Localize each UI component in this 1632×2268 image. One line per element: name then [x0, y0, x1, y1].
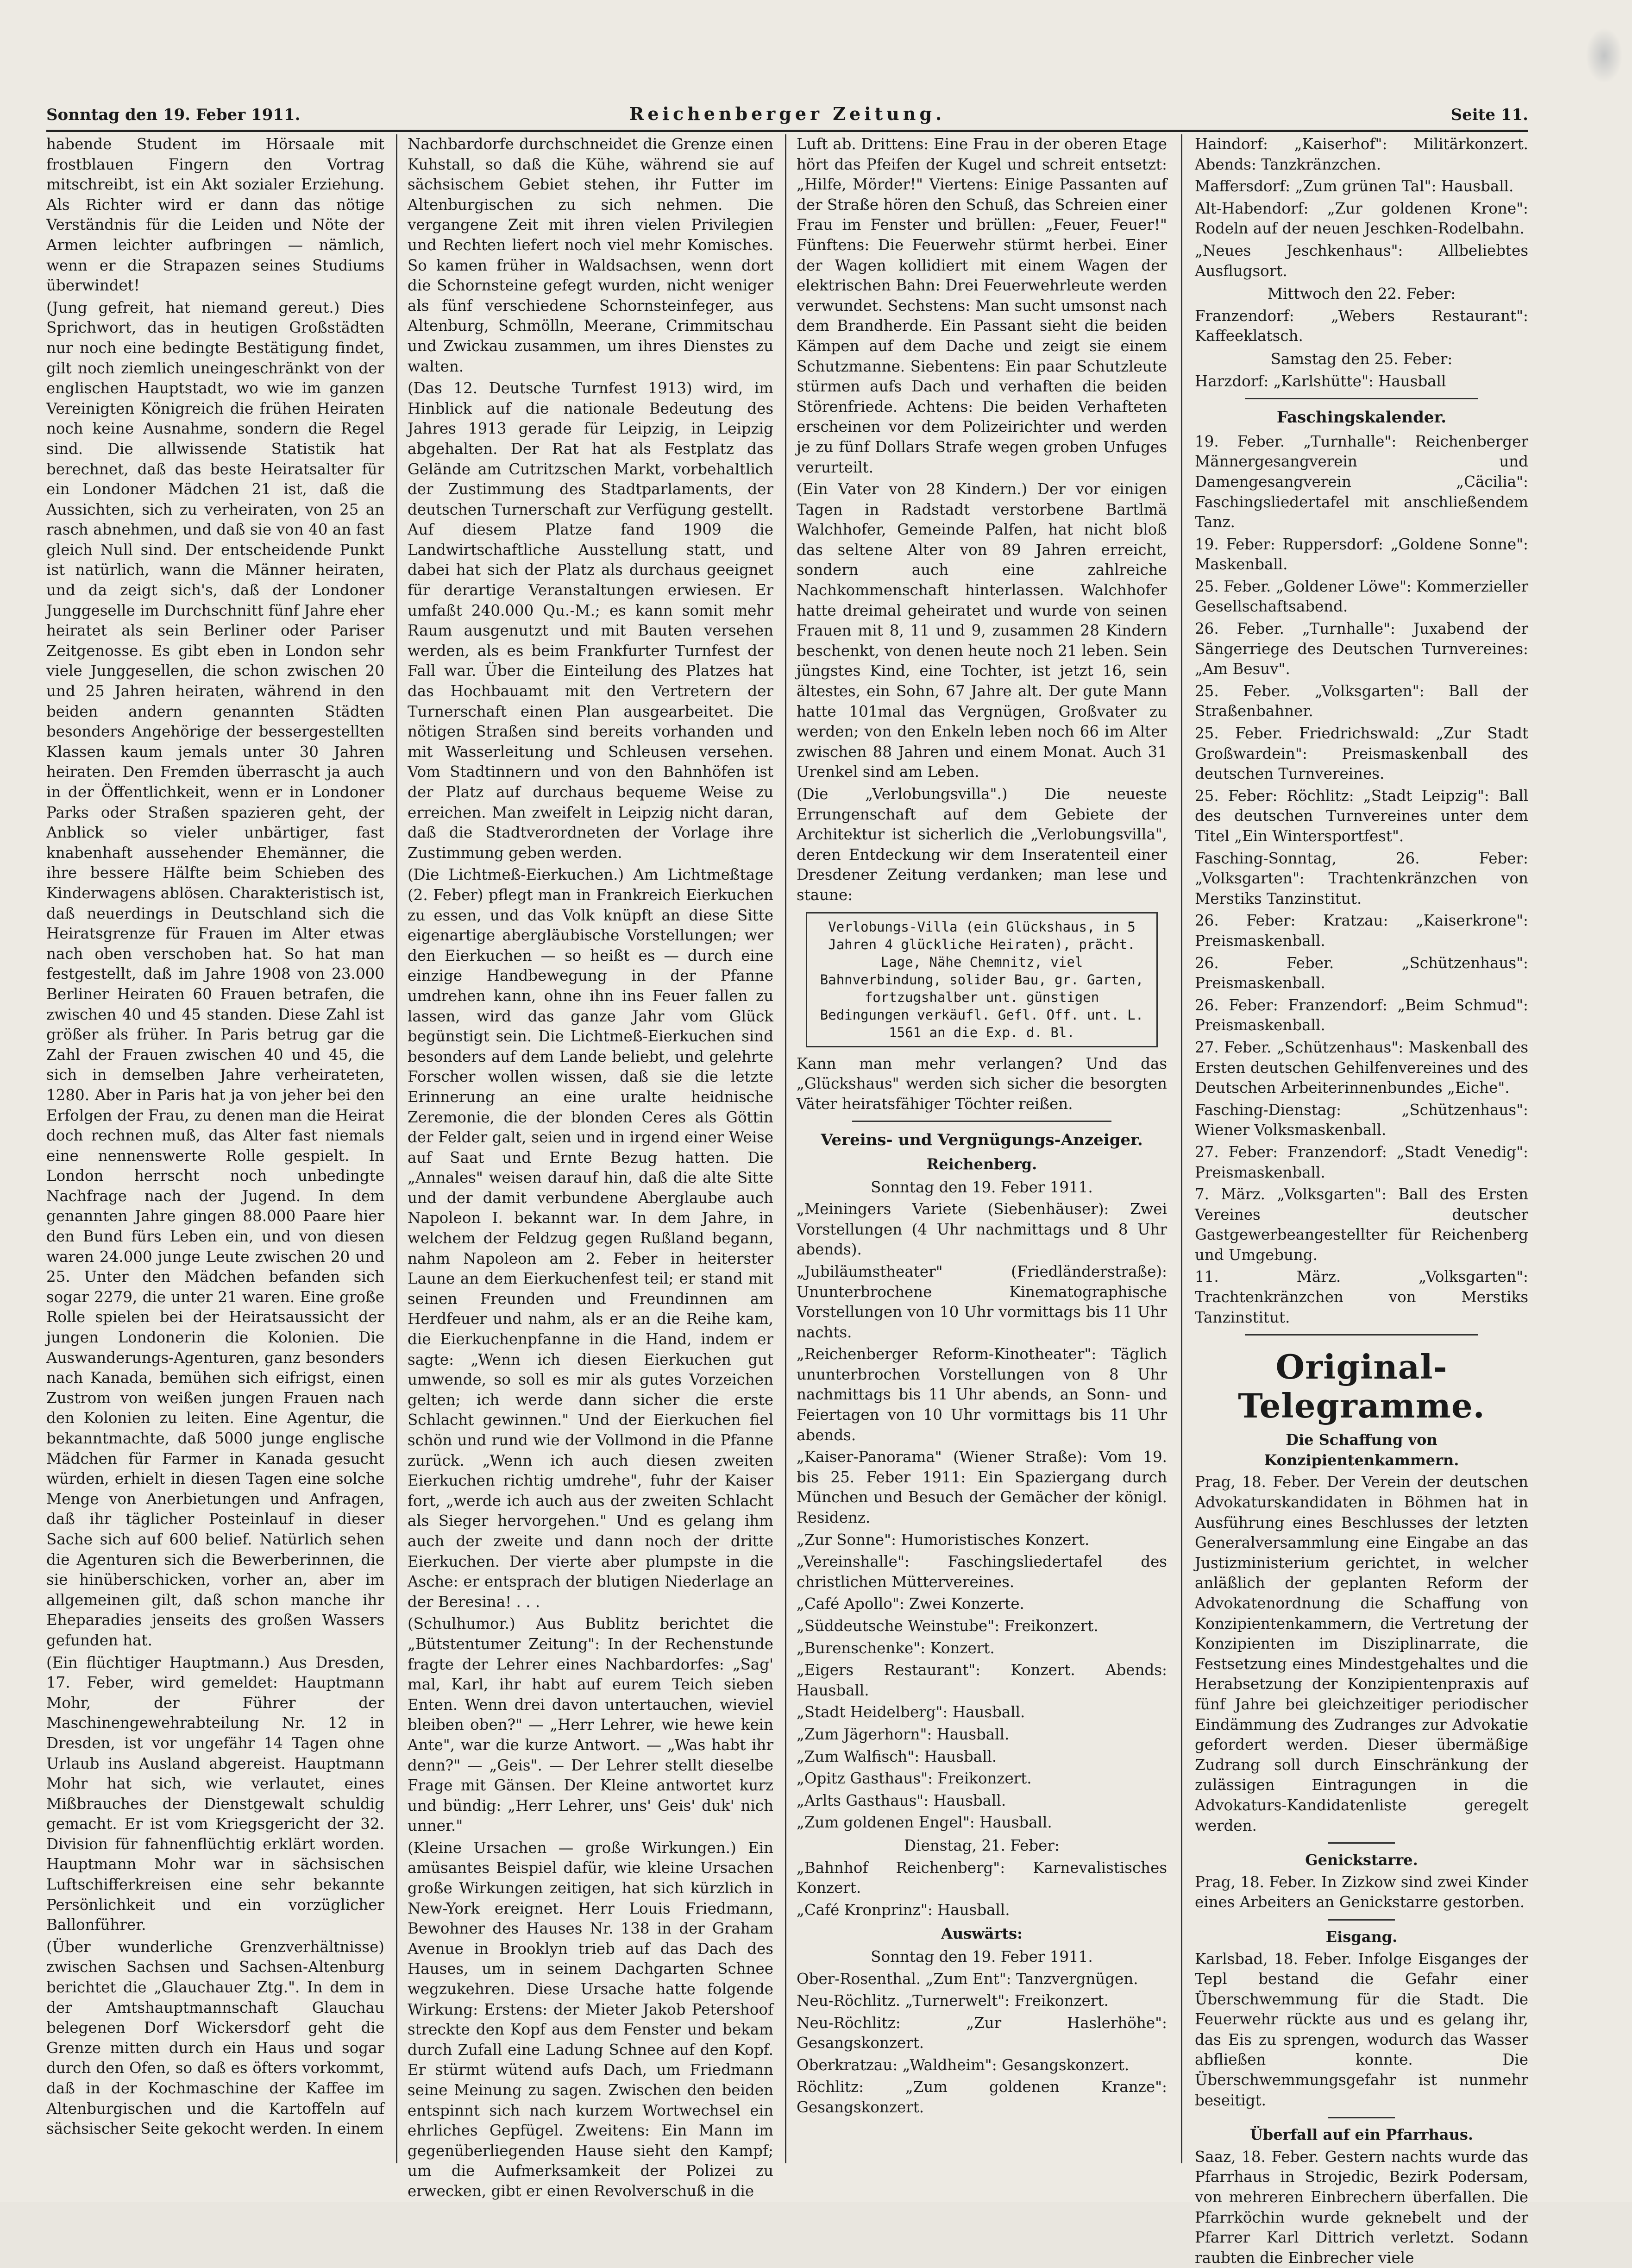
classified-ad-box: Verlobungs-Villa (ein Glückshaus, in 5 Jahren 4 glückliche Heiraten), prächt. Lage, Nähe Chemnitz, viel Bahnverbindung, solider Bau, gr. Garten, fortzugshalber unt. günstigen Bedingungen verkäufl. Gefl. Off. unt. L. 1561 an die Exp. d. Bl.	[806, 912, 1158, 1047]
calendar-item: Fasching-Dienstag: „Schützenhaus": Wiener Volksmaskenball.	[1195, 1101, 1528, 1139]
subheading: Genickstarre.	[1305, 1851, 1418, 1869]
listing-item: Harzdorf: „Karlshütte": Hausball	[1195, 372, 1446, 390]
calendar-item: 7. März. „Volksgarten": Ball des Ersten Vereines deutscher Gastgewerbeangestellter für Reichenberg und Umgebung.	[1195, 1185, 1528, 1264]
calendar-item: 26. Feber. „Turnhalle": Juxabend der Sängerriege des Deutschen Turnvereines: „Am Besuv".	[1195, 620, 1528, 678]
section-divider	[1245, 1334, 1478, 1336]
listing-item: „Café Kronprinz": Hausball.	[797, 1901, 1010, 1919]
section-divider	[1328, 1919, 1395, 1921]
calendar-item: 11. März. „Volksgarten": Trachtenkränzchen von Merstiks Tanzinstitut.	[1195, 1268, 1528, 1326]
page-header	[46, 93, 1528, 132]
listing-item: Röchlitz: „Zum goldenen Kranze": Gesangskonzert.	[797, 2078, 1167, 2117]
subheading: Die Schaffung von Konzipientenkammern.	[1264, 1431, 1459, 1469]
header-page-number: Seite 11.	[1450, 106, 1528, 124]
article-paragraph: Prag, 18. Feber. In Zizkow sind zwei Kinder eines Arbeiters an Genickstarre gestorben.	[1195, 1873, 1528, 1911]
article-paragraph: habende Student im Hörsaale mit frostblauen Fingern den Vortrag mitschreibt, ist ein Akt sozialer Erziehung. Als Richter wird er dann das nötige Verständnis für die Leiden und Nöte der Armen leichter aufbringen — nämlich, wenn er die Strapazen seines Studiums überwindet!	[46, 135, 384, 295]
listing-item: „Stadt Heidelberg": Hausball.	[797, 1703, 1025, 1721]
listing-item: „Süddeutsche Weinstube": Freikonzert.	[797, 1617, 1098, 1635]
listing-item: Oberkratzau: „Waldheim": Gesangskonzert.	[797, 2056, 1130, 2074]
listing-item: „Arlts Gasthaus": Hausball.	[797, 1791, 1006, 1809]
calendar-item: 19. Feber. „Turnhalle": Reichenberger Männergesangverein und Damengesangverein „Cäcilia": Faschingsliedertafel mit anschließendem Tanz.	[1195, 432, 1528, 531]
subheading: Reichenberg.	[926, 1155, 1037, 1173]
listing-item: „Reichenberger Reform-Kinotheater": Täglich ununterbrochen Vorstellungen von 8 Uhr nachmittags bis 11 Uhr abends, an Sonn- und Feiertagen von 10 Uhr vormittags bis 11 Uhr abends.	[797, 1345, 1167, 1444]
listing-date: Dienstag, 21. Feber:	[904, 1836, 1060, 1854]
section-divider	[1328, 1842, 1395, 1844]
calendar-item: 25. Feber. „Goldener Löwe": Kommerzieller Gesellschaftsabend.	[1195, 577, 1528, 616]
article-paragraph: Saaz, 18. Feber. Gestern nachts wurde das Pfarrhaus in Strojedic, Bezirk Podersam, von mehreren Einbrechern überfallen. Die Pfarrköchin wurde geknebelt und der Pfarrer Karl Dittrich verletzt. Sodann raubten die Einbrecher viele	[1195, 2148, 1528, 2267]
listing-item: „Kaiser-Panorama" (Wiener Straße): Vom 19. bis 25. Feber 1911: Ein Spaziergang durch München und Besuch der Gemächer der königl. Residenz.	[797, 1448, 1167, 1527]
listing-item: „Neues Jeschkenhaus": Allbeliebtes Ausflugsort.	[1195, 241, 1528, 280]
listing-item: Neu-Röchlitz. „Turnerwelt": Freikonzert.	[797, 1992, 1109, 2010]
listing-item: Ober-Rosenthal. „Zum Ent": Tanzvergnügen.	[797, 1970, 1138, 1988]
article-paragraph: (Ein Vater von 28 Kindern.) Der vor einigen Tagen in Radstadt verstorbene Bartlmä Walchhofer, Gemeinde Palfen, hat nicht bloß das seltene Alter von 89 Jahren erreicht, sondern auch eine zahlreiche Nachkommenschaft hinterlassen. Walchhofer hatte dreimal geheiratet und wurde von seinen Frauen mit 8, 11 und 9, zusammen 28 Kindern beschenkt, von denen heute noch 21 leben. Sein jüngstes Kind, eine Tochter, ist jetzt 16, sein ältestes, ein Sohn, 67 Jahre alt. Der gute Mann hatte 101mal das Vergnügen, Großvater zu werden; von den Enkeln leben noch 66 im Alter zwischen 88 Jahren und einem Monat. Auch 31 Urenkel sind am Leben.	[797, 480, 1167, 781]
subheading: Auswärts:	[941, 1925, 1023, 1943]
calendar-item: 27. Feber. „Schützenhaus": Maskenball des Ersten deutschen Gehilfenvereines und des Deutschen Arbeiterinnenbundes „Eiche".	[1195, 1038, 1528, 1097]
article-paragraph: (Jung gefreit, hat niemand gereut.) Dies Sprichwort, das in heutigen Großstädten nur noch eine bedingte Bestätigung findet, gilt noch ziemlich uneingeschränkt von der englischen Hauptstadt, wo wie im ganzen Vereinigten Königreich die frühen Heiraten noch keine Ausnahme, sondern die Regel sind. Die allwissende Statistik hat berechnet, daß das beste Heiratsalter für ein Londoner Mädchen 21 ist, daß die Aussichten, sich zu verheiraten, von 25 an rasch abnehmen, und daß sie von 40 an fast gleich Null sind. Der entscheidende Punkt ist natürlich, wann die Männer heiraten, und da zeigt sich's, daß der Londoner Junggeselle im Durchschnitt fünf Jahre eher heiratet als sein Berliner oder Pariser Zeitgenosse. Es gibt eben in London sehr viele Junggesellen, die schon zwischen 20 und 25 Jahren heiraten, während in den beiden andern genannten Städten besonders Angehörige der bessergestellten Klassen kaum jemals unter 30 Jahren heiraten. Den Fremden überrascht ja auch in der Öffentlichkeit, wenn er in Londoner Parks oder Straßen spazieren geht, der Anblick so vieler unbärtiger, fast knabenhaft aussehender Ehemänner, die ihre bessere Hälfte beim Schieben des Kinderwagens ablösen. Charakteristisch ist, daß neuerdings in Deutschland sich die Heiratsgrenze für Frauen im Alter etwas nach oben verschoben hat. So hat man festgestellt, daß im Jahre 1908 von 23.000 Berliner Heiraten 60 Frauen betrafen, die zwischen 40 und 45 standen. Diese Zahl ist größer als früher. In Paris betrug gar die Zahl der Frauen zwischen 40 und 45, die sich in demselben Jahre verheirateten, 1280. Aber in Paris hat ja von jeher bei den Erfolgen der Frau, zu denen man die Heirat doch rechnen muß, das Alter fast niemals eine nennenswerte Rolle gespielt. In London herrscht noch unbedingte Nachfrage nach der Jugend. In dem genannten Jahre gingen 88.000 Paare hier den Bund fürs Leben ein, und von diesen waren 24.000 junge Leute zwischen 20 und 25. Unter den Mädchen befanden sich sogar 2279, die unter 21 waren. Eine große Rolle spielen bei der Heiratsaussicht der jungen Londonerin die Kolonien. Die Auswanderungs-Agenturen, ganz besonders nach Kanada, bemühen sich eifrigst, einen Zustrom von weißen jungen Frauen nach den Kolonien zu leiten. Eine Agentur, die bekanntmachte, daß 5000 junge englische Mädchen für Farmer in Kanada gesucht würden, erhielt in diesen Tagen eine solche Menge von Anerbietungen und Anfragen, daß ihr täglicher Posteinlauf in dieser Sache sich auf 600 belief. Natürlich sehen die Agenturen sich die Bewerberinnen, die sie hinüberschicken, vorher an, aber im allgemeinen gilt, daß schon manche ihr Eheparadies jenseits des großen Wassers gefunden hat.	[46, 298, 384, 1649]
column-rule	[396, 134, 397, 2163]
article-paragraph: (Schulhumor.) Aus Bublitz berichtet die „Bütstentumer Zeitung": In der Rechenstunde fragte der Lehrer eines Nachbardorfes: „Sag' mal, Karl, ihr habt auf eurem Teich sieben Enten. Wenn drei davon untertauchen, wieviel bleiben oben?" — „Herr Lehrer, wie hewe kein Ante", war die kurze Antwort. — „Was habt ihr denn?" — „Geis". — Der Lehrer stellt dieselbe Frage mit Gänsen. Der Kleine antwortet kurz und bündig: „Herr Lehrer, uns' Geis' duk' nich unner."	[408, 1615, 773, 1835]
section-divider	[1245, 398, 1478, 399]
listing-date: Samstag den 25. Feber:	[1270, 350, 1453, 368]
column-2	[408, 134, 773, 2200]
section-divider	[1328, 2117, 1395, 2118]
listing-date: Mittwoch den 22. Feber:	[1267, 285, 1456, 303]
calendar-item: 25. Feber. Friedrichswald: „Zur Stadt Großwardein": Preismaskenball des deutschen Turnvereines.	[1195, 724, 1528, 783]
listing-item: Neu-Röchlitz: „Zur Haslerhöhe": Gesangskonzert.	[797, 2014, 1167, 2052]
article-paragraph: (Ein flüchtiger Hauptmann.) Aus Dresden, 17. Feber, wird gemeldet: Hauptmann Mohr, der Führer der Maschinengewehrabteilung Nr. 12 in Dresden, ist vor ungefähr 14 Tagen ohne Urlaub ins Ausland abgereist. Hauptmann Mohr hat sich, wie verlautet, eines Mißbrauches der Dienstgewalt schuldig gemacht. Er ist vom Kriegsgericht der 32. Division für fahnenflüchtig erklärt worden. Hauptmann Mohr war in sächsischen Luftschifferkreisen eine sehr bekannte Persönlichkeit und ein vorzüglicher Ballonführer.	[46, 1653, 384, 1934]
subheading: Eisgang.	[1325, 1928, 1398, 1946]
article-paragraph: Karlsbad, 18. Feber. Infolge Eisganges der Tepl bestand die Gefahr einer Überschwemmung für die Stadt. Die Feuerwehr rückte aus und es gelang ihr, das Eis zu sprengen, wodurch das Wasser abfließen konnte. Die Überschwemmungsgefahr ist nunmehr beseitigt.	[1195, 1950, 1528, 2109]
article-paragraph: (Die „Verlobungsvilla".) Die neueste Errungenschaft auf dem Gebiete der Architektur ist sicherlich die „Verlobungsvilla", deren Entdeckung wir dem Inseratenteil einer Dresdener Zeitung verdanken; man lese und staune:	[797, 785, 1167, 904]
column-1	[46, 134, 384, 2173]
listing-item: Haindorf: „Kaiserhof": Militärkonzert. Abends: Tanzkränzchen.	[1195, 135, 1528, 173]
column-rule	[785, 134, 786, 2163]
calendar-item: 26. Feber. „Schützenhaus": Preismaskenball.	[1195, 954, 1528, 992]
listing-item: „Café Apollo": Zwei Konzerte.	[797, 1595, 1024, 1613]
page-stain	[1586, 28, 1623, 83]
listing-item: Maffersdorf: „Zum grünen Tal": Hausball.	[1195, 177, 1514, 195]
column-3	[797, 134, 1167, 2173]
article-paragraph: (Kleine Ursachen — große Wirkungen.) Ein amüsantes Beispiel dafür, wie kleine Ursachen große Wirkungen zeitigen, hat sich kürzlich in New-York ereignet. Herr Louis Friedmann, Bewohner des Hauses Nr. 138 in der Graham Avenue in Brooklyn trieb auf das Dach des Hauses, um in seinem Dachgarten Schnee wegzukehren. Diese Ursache hatte folgende Wirkung: Erstens: der Mieter Jakob Petershoof streckte den Kopf aus dem Fenster und bekam durch Zufall eine Ladung Schnee auf den Kopf. Er stürmt wütend aufs Dach, um Friedmann seine Meinung zu sagen. Zwischen den beiden entspinnt sich nach kurzem Wortwechsel ein ehrliches Gepfügel. Zweitens: Ein Mann im gegenüberliegenden Hause sieht den Kampf; um die Aufmerksamkeit der Polizei zu erwecken, gibt er einen Revolverschuß in die	[408, 1839, 773, 2200]
listing-item: „Zur Sonne": Humoristisches Konzert.	[797, 1531, 1090, 1549]
calendar-item: Fasching-Sonntag, 26. Feber: „Volksgarten": Trachtenkränzchen von Merstiks Tanzinstitut.	[1195, 849, 1528, 907]
article-paragraph: (Das 12. Deutsche Turnfest 1913) wird, im Hinblick auf die nationale Bedeutung des Jahres 1913 gerade für Leipzig, in Leipzig abgehalten. Der Rat hat als Festplatz das Gelände am Cutritzschen Markt, vorbehaltlich der Zustimmung des Stadtparlaments, der deutschen Turnerschaft zur Verfügung gestellt. Auf diesem Platze fand 1909 die Landwirtschaftliche Ausstellung statt, und dabei hat sich der Platz als durchaus geeignet für derartige Veranstaltungen erwiesen. Er umfaßt 240.000 Qu.-M.; es kann somit mehr Raum ausgenutzt und mit Bauten versehen werden, als es beim Frankfurter Turnfest der Fall war. Über die Einteilung des Platzes hat das Hochbauamt mit den Vertretern der Turnerschaft einen Plan ausgearbeitet. Die nötigen Straßen sind bereits vorhanden und mit Wasserleitung und Schleusen versehen. Vom Stadtinnern und von den Bahnhöfen ist der Platz auf durchaus bequeme Weise zu erreichen. Man zweifelt in Leipzig nicht daran, daß die Stadtverordneten der Vorlage ihre Zustimmung geben werden.	[408, 379, 773, 862]
listing-item: „Vereinshalle": Faschingsliedertafel des christlichen Müttervereines.	[797, 1553, 1167, 1591]
calendar-item: 19. Feber: Ruppersdorf: „Goldene Sonne": Maskenball.	[1195, 535, 1528, 573]
subheading: Überfall auf ein Pfarrhaus.	[1250, 2126, 1473, 2144]
listing-date: Sonntag den 19. Feber 1911.	[871, 1178, 1093, 1196]
article-paragraph: (Über wunderliche Grenzverhältnisse) zwischen Sachsen und Sachsen-Altenburg berichtet die „Glauchauer Ztg.". In dem in der Amtshauptmannschaft Glauchau belegenen Dorf Wickersdorf geht die Grenze mitten durch ein Haus und sogar durch den Ofen, so daß es öfters vorkommt, daß in der Kochmaschine der Kaffee im Altenburgischen und die Kartoffeln auf sächsischer Seite gekocht werden. In einem	[46, 1938, 384, 2138]
calendar-item: 25. Feber. „Volksgarten": Ball der Straßenbahner.	[1195, 682, 1528, 720]
listing-item: „Burenschenke": Konzert.	[797, 1639, 995, 1657]
header-title: Reichenberger Zeitung.	[629, 103, 946, 124]
listing-item: Franzendorf: „Webers Restaurant": Kaffeeklatsch.	[1195, 307, 1528, 345]
section-divider	[852, 1121, 1111, 1122]
header-date: Sonntag den 19. Feber 1911.	[46, 106, 301, 124]
column-4	[1195, 134, 1528, 2267]
article-paragraph: Prag, 18. Feber. Der Verein der deutschen Advokaturskandidaten in Böhmen hat in Ausführung eines Beschlusses der letzten Generalversammlung eine Eingabe an das Justizministerium gerichtet, in welcher anläßlich der geplanten Reform der Advokatenordnung die Schaffung von Konzipientenkammern, die Vertretung der Konzipienten im Disziplinarrate, die Festsetzung eines Mindestgehaltes und die Herabsetzung der Konzipientenpraxis auf fünf Jahre bei gleichzeitiger periodischer Eindämmung des Zudranges zur Advokatie gefordert werden. Dieser übermäßige Zudrang soll durch Einschränkung der zulässigen Eintragungen in die Advokaturs-Kandidatenliste geregelt werden.	[1195, 1473, 1528, 1834]
calendar-item: 25. Feber: Röchlitz: „Stadt Leipzig": Ball des deutschen Turnvereines unter dem Titel „Ein Wintersportfest".	[1195, 787, 1528, 845]
calendar-item: 26. Feber: Franzendorf: „Beim Schmud": Preismaskenball.	[1195, 996, 1528, 1034]
article-paragraph: Luft ab. Drittens: Eine Frau in der oberen Etage hört das Pfeifen der Kugel und schreit entsetzt: „Hilfe, Mörder!" Viertens: Einige Passanten auf der Straße hören den Schuß, das Schreien einer Frau im Fenster und brüllen: „Feuer, Feuer!" Fünftens: Die Feuerwehr stürmt herbei. Einer der Wagen kollidiert mit einem Wagen der elektrischen Bahn: Drei Feuerwehrleute werden verwundet. Sechstens: Man sucht umsonst nach dem Brandherde. Ein Passant sieht die beiden Kämpen auf dem Dache und zeigt sie einem Schutzmanne. Siebentens: Ein paar Schutzleute stürmen aufs Dach und verhaften die beiden Störenfriede. Achtens: Die beiden Verhafteten erscheinen vor dem Polizeirichter und werden je zu fünf Dollars Strafe wegen groben Unfuges verurteilt.	[797, 135, 1167, 476]
article-paragraph: (Die Lichtmeß-Eierkuchen.) Am Lichtmeßtage (2. Feber) pflegt man in Frankreich Eierkuchen zu essen, und das Volk knüpft an diese Sitte eigenartige abergläubische Vorstellungen; wer den Eierkuchen — so heißt es — durch eine einzige Handbewegung in der Pfanne umdrehen kann, ohne ihn ins Feuer fallen zu lassen, wird das ganze Jahr vom Glück begünstigt sein. Die Lichtmeß-Eierkuchen sind besonders auf dem Lande beliebt, und gelehrte Forscher wollen wissen, daß sie die letzte Erinnerung an eine uralte heidnische Zeremonie, die der blonden Ceres als Göttin der Felder galt, seien und in irgend einer Weise auf Saat und Ernte Bezug hatten. Die „Annales" weisen darauf hin, daß die alte Sitte und der damit verbundene Aberglaube auch Napoleon I. bekannt war. In dem Jahre, in welchem der Feldzug gegen Rußland begann, nahm Napoleon am 2. Feber in heiterster Laune an dem Eierkuchenfest teil; er stand mit seinen Freunden und Freundinnen am Herdfeuer und nahm, als er an die Reihe kam, die Eierkuchenpfanne in die Hand, indem er sagte: „Wenn ich diesen Eierkuchen gut umwende, so soll es mir als gutes Vorzeichen gelten; ich werde dann sicher die erste Schlacht gewinnen." Und der Eierkuchen fiel schön und rund wie der Vollmond in die Pfanne zurück. „Wenn ich auch diesen zweiten Eierkuchen richtig umdrehe", fuhr der Kaiser fort, „werde ich auch aus der zweiten Schlacht als Sieger hervorgehen." Und es gelang ihm auch der zweite und dann noch der dritte Eierkuchen. Der vierte aber plumpste in die Asche: er entsprach der blutigen Niederlage an der Beresina! . . .	[408, 866, 773, 1611]
listing-item: „Zum Walfisch": Hausball.	[797, 1747, 997, 1765]
listing-item: „Zum Jägerhorn": Hausball.	[797, 1725, 1010, 1743]
column-rule	[1181, 134, 1182, 2163]
listing-item: „Jubiläumstheater" (Friedländerstraße): Ununterbrochene Kinematographische Vorstellungen von 10 Uhr vormittags bis 11 Uhr nachts.	[797, 1262, 1167, 1341]
listing-item: „Zum goldenen Engel": Hausball.	[797, 1814, 1052, 1832]
listing-item: „Bahnhof Reichenberg": Karnevalistisches Konzert.	[797, 1858, 1167, 1897]
listing-item: Alt-Habendorf: „Zur goldenen Krone": Rodeln auf der neuen Jeschken-Rodelbahn.	[1195, 199, 1528, 238]
calendar-item: 26. Feber: Kratzau: „Kaiserkrone": Preismaskenball.	[1195, 912, 1528, 950]
listing-date: Sonntag den 19. Feber 1911.	[871, 1947, 1093, 1966]
listing-item: „Meiningers Variete (Siebenhäuser): Zwei Vorstellungen (4 Uhr nachmittags und 8 Uhr abends).	[797, 1200, 1167, 1259]
listing-item: „Opitz Gasthaus": Freikonzert.	[797, 1770, 1032, 1788]
section-heading: Vereins- und Vergnügungs-Anzeiger.	[821, 1131, 1143, 1150]
section-heading: Faschingskalender.	[1276, 408, 1447, 427]
article-paragraph: Kann man mehr verlangen? Und das „Glückshaus" werden sich sicher die besorgten Väter heiratsfähiger Töchter reißen.	[797, 1054, 1167, 1113]
section-heading-large: Original-Telegramme.	[1238, 1347, 1485, 1426]
calendar-item: 27. Feber: Franzendorf: „Stadt Venedig": Preismaskenball.	[1195, 1143, 1528, 1181]
listing-item: „Eigers Restaurant": Konzert. Abends: Hausball.	[797, 1661, 1167, 1699]
article-paragraph: Nachbardorfe durchschneidet die Grenze einen Kuhstall, so daß die Kühe, während sie auf sächsischem Gebiet stehen, ihr Futter im Altenburgischen zu sich nehmen. Die vergangene Zeit mit ihren vielen Privilegien und Rechten liefert noch viel mehr Komisches. So kamen früher in Waldsachsen, wenn dort die Schornsteine gefegt wurden, nicht weniger als fünf verschiedene Schornsteinfeger, aus Altenburg, Schmölln, Meerane, Crimmitschau und Zwickau zusammen, um ihres Dienstes zu walten.	[408, 135, 773, 375]
